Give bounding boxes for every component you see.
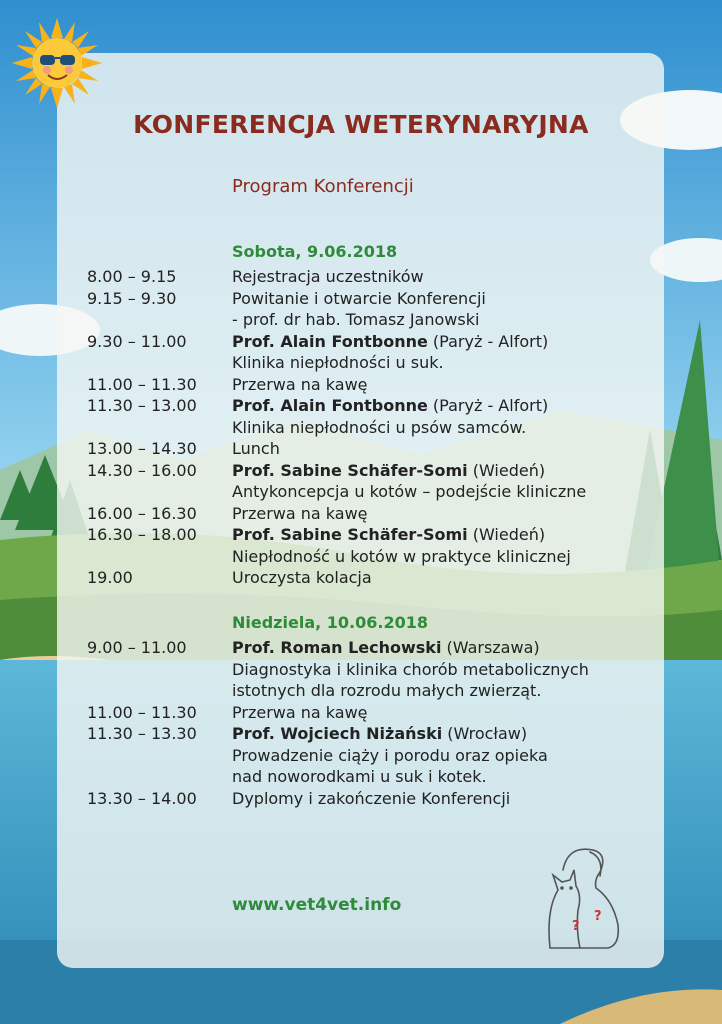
- schedule-description: [232, 788, 652, 810]
- description-line: istotnych dla rozrodu małych zwierząt.: [232, 681, 542, 700]
- description-line: Uroczysta kolacja: [232, 568, 372, 587]
- schedule-time: 9.30 – 11.00: [87, 331, 187, 351]
- schedule-description: [232, 723, 652, 788]
- schedule-time: 13.00 – 14.30: [87, 439, 197, 458]
- speaker-name: Prof. Alain Fontbonne: [232, 396, 428, 415]
- speaker-name: Prof. Sabine Schäfer-Somi: [232, 525, 468, 544]
- schedule-time: 16.30 – 18.00: [87, 525, 197, 544]
- schedule-description: [232, 395, 652, 438]
- schedule-description: [232, 331, 652, 374]
- description-line: Klinika niepłodności u suk.: [232, 353, 444, 372]
- description-line: Dyplomy i zakończenie Konferencji: [232, 788, 511, 808]
- description-line: Powitanie i otwarcie Konferencji: [232, 288, 486, 308]
- speaker-name: Prof. Wojciech Niżański: [232, 724, 443, 743]
- description-line: Niepłodność u kotów w praktyce klinicznej: [232, 546, 571, 566]
- schedule-time: 9.00 – 11.00: [87, 638, 187, 657]
- speaker-place: (Paryż - Alfort): [427, 331, 549, 351]
- description-line: Przerwa na kawę: [232, 503, 368, 523]
- schedule-description: [232, 288, 652, 331]
- speaker-line: [232, 524, 652, 546]
- schedule-time: 11.00 – 11.30: [87, 374, 197, 394]
- schedule-description: [232, 524, 652, 567]
- description-line: nad noworodkami u suk i kotek.: [232, 767, 487, 786]
- speaker-name: Prof. Sabine Schäfer-Somi: [232, 460, 468, 480]
- speaker-line: [232, 395, 652, 417]
- schedule-time: 19.00: [87, 568, 133, 587]
- description-line: Rejestracja uczestników: [232, 267, 424, 286]
- schedule-time: 8.00 – 9.15: [87, 267, 177, 286]
- speaker-name: Prof. Roman Lechowski: [232, 638, 442, 657]
- speaker-place: (Wiedeń): [467, 525, 546, 544]
- speaker-line: [232, 723, 652, 745]
- description-line: - prof. dr hab. Tomasz Janowski: [232, 310, 480, 329]
- svg-text:?: ?: [594, 909, 602, 924]
- speaker-line: [232, 637, 652, 659]
- dog-and-cat-icon: [538, 840, 638, 955]
- schedule-time: 13.30 – 14.00: [87, 788, 197, 808]
- website-link[interactable]: www.vet4vet.info: [232, 895, 402, 915]
- schedule-time: 11.00 – 11.30: [87, 702, 197, 722]
- day-heading: Niedziela, 10.06.2018: [232, 613, 428, 632]
- day-heading: Sobota, 9.06.2018: [232, 242, 398, 261]
- schedule-description: [232, 438, 652, 460]
- description-line: Przerwa na kawę: [232, 702, 368, 722]
- schedule-time: 16.00 – 16.30: [87, 503, 197, 523]
- schedule-description: [232, 460, 652, 503]
- speaker-place: (Warszawa): [441, 638, 540, 657]
- speaker-line: [232, 460, 652, 482]
- speaker-line: [232, 331, 652, 353]
- svg-text:?: ?: [572, 919, 580, 934]
- description-line: Prowadzenie ciąży i porodu oraz opieka: [232, 745, 548, 765]
- description-line: Przerwa na kawę: [232, 374, 368, 394]
- schedule-time: 14.30 – 16.00: [87, 460, 197, 480]
- description-line: Lunch: [232, 439, 280, 458]
- schedule-time: 9.15 – 9.30: [87, 288, 177, 308]
- schedule-description: [232, 266, 652, 288]
- sun-with-sunglasses-icon: [12, 18, 102, 108]
- schedule-description: [232, 503, 652, 525]
- schedule-description: [232, 374, 652, 396]
- schedule-description: [232, 702, 652, 724]
- page-subtitle: Program Konferencji: [232, 176, 414, 197]
- description-line: Klinika niepłodności u psów samców.: [232, 417, 527, 437]
- schedule-description: [232, 567, 652, 589]
- schedule-time: 11.30 – 13.00: [87, 396, 197, 415]
- speaker-place: (Paryż - Alfort): [427, 396, 549, 415]
- speaker-place: (Wiedeń): [467, 460, 546, 480]
- description-line: Diagnostyka i klinika chorób metabolicznych: [232, 659, 589, 679]
- speaker-name: Prof. Alain Fontbonne: [232, 331, 428, 351]
- page-title: KONFERENCJA WETERYNARYJNA: [133, 110, 589, 139]
- description-line: Antykoncepcja u kotów – podejście kliniczne: [232, 482, 587, 501]
- speaker-place: (Wrocław): [442, 724, 528, 743]
- schedule-description: [232, 637, 652, 702]
- schedule-time: 11.30 – 13.30: [87, 724, 197, 743]
